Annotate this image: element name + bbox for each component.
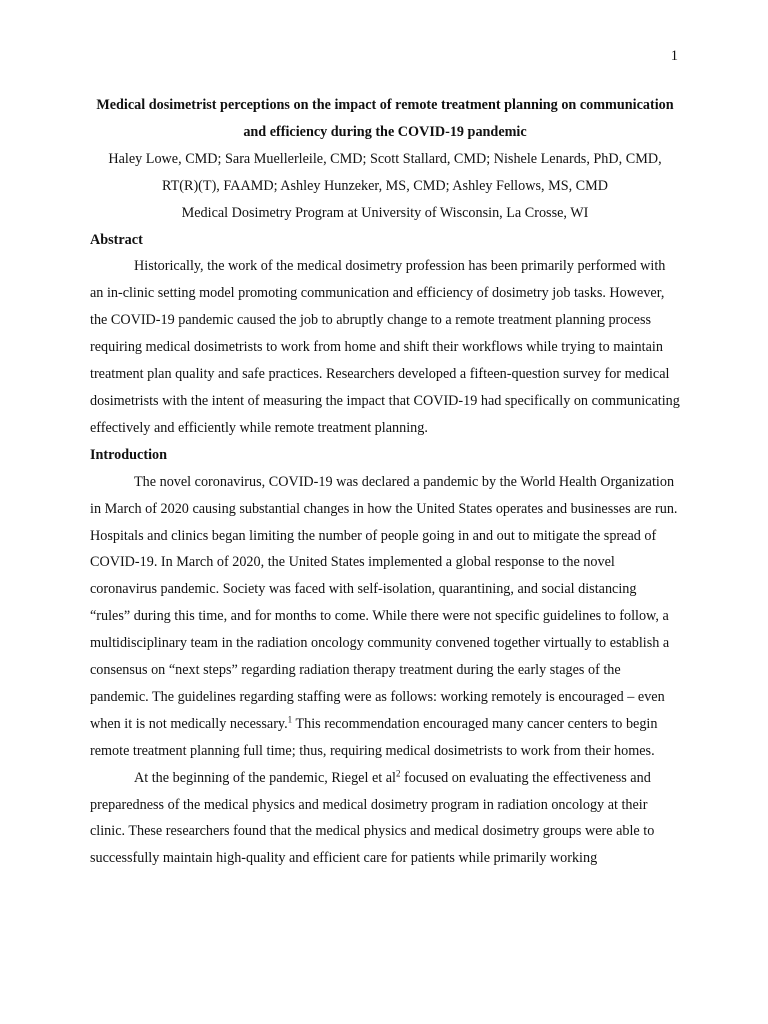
author-list: Haley Lowe, CMD; Sara Muellerleile, CMD; Scott Stallard, CMD; Nishele Lenards, PhD, CMD, RT(R)(T), FAAMD; Ashley Hunzeker, MS, CMD; Ashley Fellows, MS, CMD xyxy=(108,150,662,194)
page-number: 1 xyxy=(670,48,678,64)
introduction-paragraph-2 xyxy=(90,765,680,873)
intro-p1-text-a: The novel coronavirus, COVID-19 was declared a pandemic by the World Health Organization in March of 2020 causing substantial changes in how the United States operates and businesses are run. Hospitals and clinics began limiting the number of people going in and out to mitigate the spread of COVID-19. In March of 2020, the United States implemented a global response to the novel coronavirus pandemic. Society was faced with self-isolation, quarantining, and social distancing “rules” during this time, and for months to come. While there were not specific guidelines to follow, a multidisciplinary team in the radiation oncology community convened together virtually to establish a consensus on “next steps” regarding radiation therapy treatment during the early stages of the pandemic. The guidelines regarding staffing were as follows: working remotely is encouraged – even when it is not medically necessary. xyxy=(90,473,678,732)
abstract-text: Historically, the work of the medical dosimetry profession has been primarily performed with an in-clinic setting model promoting communication and efficiency of dosimetry job tasks. However, the COVID-19 pandemic caused the job to abruptly change to a remote treatment planning process requiring medical dosimetrists to work from home and shift their workflows while trying to maintain treatment plan quality and safe practices. Researchers developed a fifteen-question survey for medical dosimetrists with the intent of measuring the impact that COVID-19 had specifically on communicating effectively and efficiently while remote treatment planning. xyxy=(90,258,680,436)
citation-1: 1 xyxy=(287,714,293,725)
affiliation: Medical Dosimetry Program at University of Wisconsin, La Crosse, WI xyxy=(181,204,589,221)
introduction-heading: Introduction xyxy=(90,446,167,463)
citation-2: 2 xyxy=(396,767,401,778)
intro-p2-text-a: At the beginning of the pandemic, Riegel et al xyxy=(134,769,396,786)
abstract-heading: Abstract xyxy=(90,231,143,248)
paper-title: Medical dosimetrist perceptions on the impact of remote treatment planning on communication and efficiency during the COVID-19 pandemic xyxy=(96,97,674,140)
intro-p2-text-b: focused on evaluating the effectiveness and preparedness of the medical physics and medical dosimetry program in radiation oncology at their clinic. These researchers found that the medical physics and medical dosimetry groups were able to successfully maintain high-quality and efficient care for patients while primarily working xyxy=(90,769,655,867)
intro-p1-text-b: This recommendation encouraged many cancer centers to begin remote treatment planning full time; thus, requiring medical dosimetrists to work from their homes. xyxy=(90,715,658,759)
page-content xyxy=(90,92,680,872)
introduction-paragraph-1 xyxy=(90,469,680,765)
